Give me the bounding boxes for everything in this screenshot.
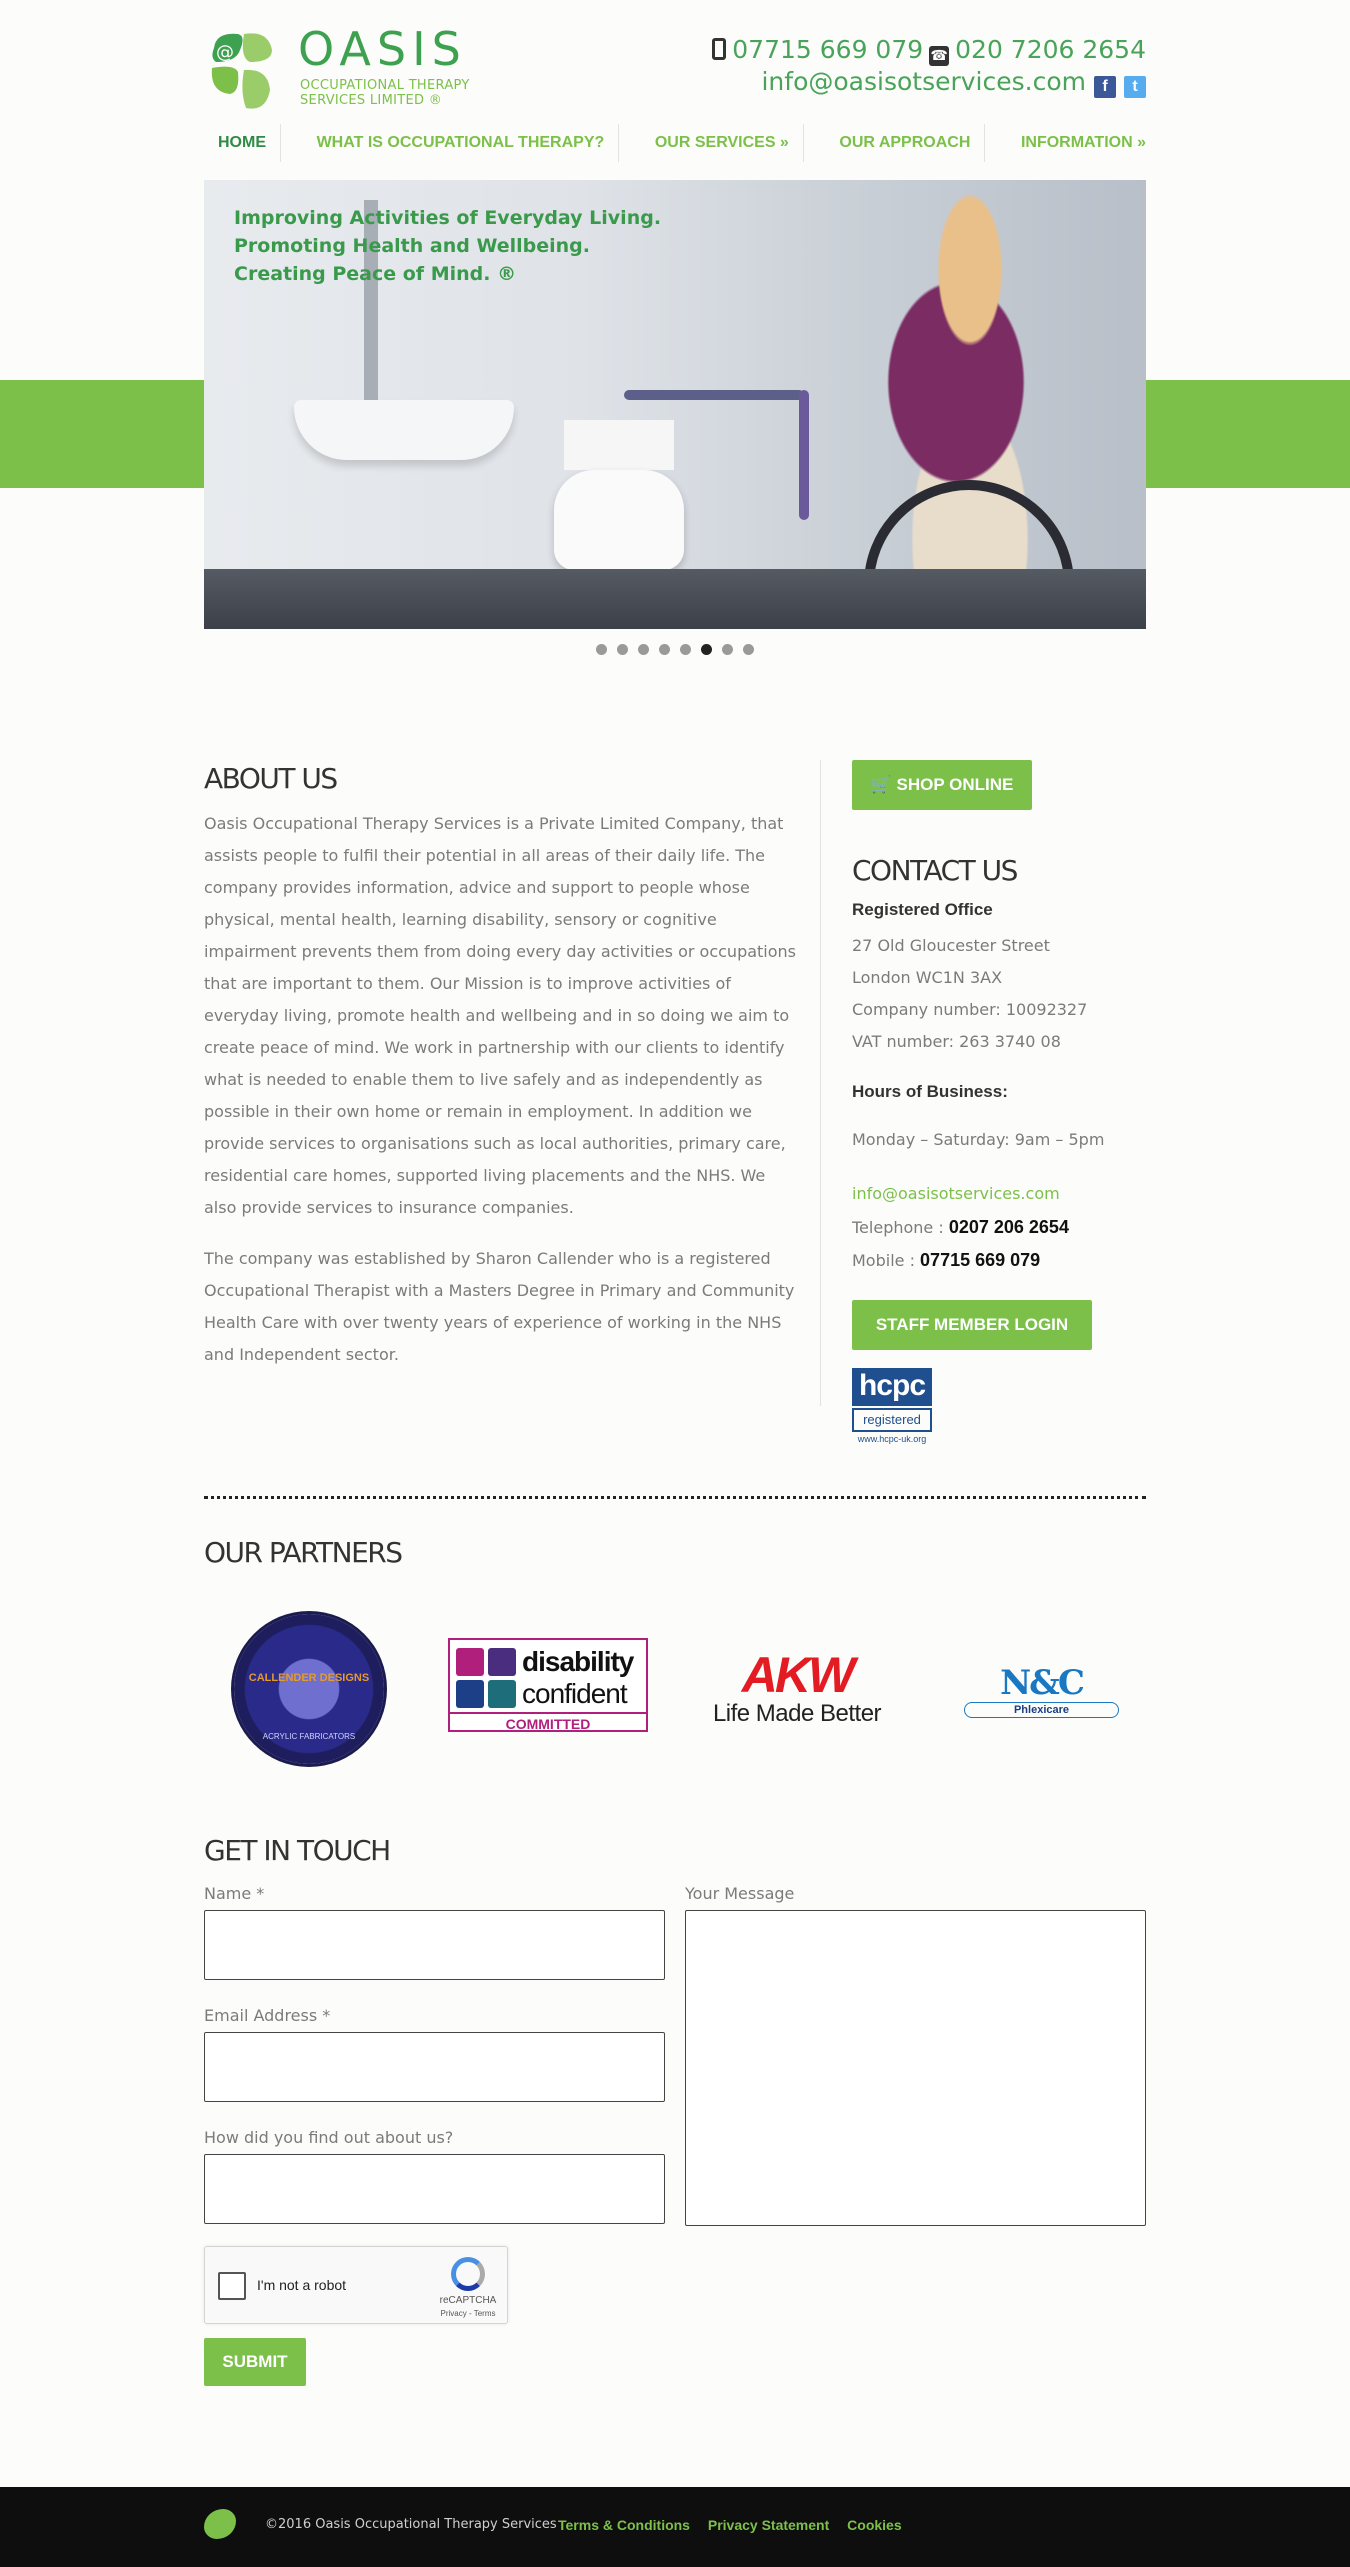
message-textarea[interactable]	[685, 1910, 1146, 2226]
partner-3-tagline: Life Made Better	[712, 1700, 882, 1727]
recaptcha-terms[interactable]: Privacy - Terms	[440, 2309, 496, 2318]
partner-2-word3: COMMITTED	[450, 1712, 646, 1734]
mobile-line	[852, 1250, 1040, 1271]
partner-1-sub: ACRYLIC FABRICATORS	[262, 1732, 356, 1741]
partner-4-name: Phlexicare	[964, 1702, 1119, 1718]
about-title: ABOUT US	[204, 762, 337, 795]
recaptcha-brand: reCAPTCHA	[439, 2295, 497, 2306]
staff-login-button[interactable]: STAFF MEMBER LOGIN	[852, 1300, 1092, 1350]
hero-sink	[294, 400, 514, 460]
check-icon	[488, 1648, 516, 1676]
slider-dot[interactable]	[617, 644, 628, 655]
people-icon	[456, 1648, 484, 1676]
recaptcha-checkbox[interactable]	[218, 2272, 246, 2300]
header-mobile[interactable]: 07715 669 079	[732, 35, 924, 64]
site-logo[interactable]	[204, 24, 504, 116]
partners-title: OUR PARTNERS	[204, 1536, 402, 1569]
hero-grab-rail	[624, 390, 804, 400]
recaptcha-label: I'm not a robot	[257, 2277, 347, 2293]
email-input[interactable]	[204, 2032, 665, 2102]
hero-slider[interactable]	[204, 180, 1146, 629]
about-paragraph-2: The company was established by Sharon Callender who is a registered Occupational Therapist with a Masters Degree in Primary and Community Health Care with over twenty years of experience of working in the NHS and Independent sector.	[204, 1249, 795, 1364]
hero-floor	[204, 569, 1146, 629]
partner-callender-designs[interactable]	[234, 1614, 384, 1764]
partner-2-word2: confident	[522, 1678, 627, 1709]
email-label: Email Address *	[204, 2006, 331, 2025]
lock-icon	[456, 1680, 484, 1708]
cart-icon: 🛒	[870, 775, 897, 794]
telephone-line	[852, 1217, 1069, 1238]
hero-toilet	[554, 470, 684, 570]
mobile-label: Mobile :	[852, 1251, 921, 1270]
office-line: London WC1N 3AX	[852, 968, 1003, 987]
facebook-icon[interactable]: f	[1094, 76, 1116, 98]
slider-dot[interactable]	[659, 644, 670, 655]
partner-disability-confident[interactable]	[448, 1638, 648, 1732]
slider-dot[interactable]	[596, 644, 607, 655]
submit-button[interactable]: SUBMIT	[204, 2338, 306, 2386]
header-landline[interactable]: 020 7206 2654	[955, 35, 1146, 64]
shop-online-button[interactable]	[852, 760, 1032, 810]
hcpc-badge[interactable]	[852, 1368, 932, 1448]
slider-dot[interactable]	[638, 644, 649, 655]
mobile-phone-icon	[712, 38, 726, 60]
brand-name: OASIS	[298, 22, 467, 76]
slider-dot[interactable]	[680, 644, 691, 655]
find-us-input[interactable]	[204, 2154, 665, 2224]
partner-3-logo: AKW	[741, 1647, 853, 1703]
main-nav	[204, 124, 1146, 162]
shop-online-label: SHOP ONLINE	[896, 775, 1014, 794]
nav-our-approach[interactable]: OUR APPROACH	[839, 124, 985, 162]
partner-nc-phlexicare[interactable]	[964, 1663, 1119, 1720]
hours-heading: Hours of Business:	[852, 1082, 1008, 1101]
hcpc-logo-text: hcpc	[852, 1368, 932, 1406]
contact-email-link[interactable]: info@oasisotservices.com	[852, 1184, 1060, 1203]
hcpc-url: www.hcpc-uk.org	[857, 1434, 927, 1444]
twitter-icon[interactable]: t	[1124, 76, 1146, 98]
partner-4-logo: N&C	[1000, 1663, 1083, 1703]
office-heading: Registered Office	[852, 900, 993, 919]
about-paragraph-1: Oasis Occupational Therapy Services is a Private Limited Company, that assists people to fulfil their potential in all areas of their daily life. The company provides information, advice and support to people whose physical, mental health, learning disability, sensory or cognitive impairment prevents them from doing every day activities or occupations that are important to them. Our Mission is to improve activities of everyday living, promote health and wellbeing and in so doing we aim to create peace of mind. We work in partnership with our clients to identify what is needed to enable them to live safely and as independently as possible in their own home or remain in employment. In addition we provide services to organisations such as local authorities, primary care, residential care homes, supported living placements and the NHS. We also provide services to insurance companies.	[204, 814, 797, 1217]
partner-2-word1: disability	[522, 1646, 634, 1677]
telephone-label: Telephone :	[852, 1218, 949, 1237]
footer-links	[558, 2517, 916, 2533]
name-input[interactable]	[204, 1910, 665, 1980]
hero-tagline-2: Promoting Health and Wellbeing.	[234, 235, 590, 257]
footer-copyright: ©2016 Oasis Occupational Therapy Services	[265, 2517, 557, 2532]
slider-dot[interactable]	[722, 644, 733, 655]
column-divider	[820, 760, 821, 1406]
oasis-leaf-icon	[206, 28, 276, 112]
nav-information[interactable]: INFORMATION »	[1020, 134, 1146, 151]
telephone-number[interactable]: 0207 206 2654	[948, 1217, 1069, 1237]
footer-leaf-icon	[204, 2509, 236, 2539]
footer	[0, 2487, 1350, 2567]
footer-link-terms[interactable]: Terms & Conditions	[558, 2517, 690, 2533]
recaptcha-icon	[451, 2257, 485, 2291]
partners-row	[204, 1610, 1146, 1770]
slider-dot[interactable]	[701, 644, 712, 655]
hero-cistern	[564, 420, 674, 470]
office-line: 27 Old Gloucester Street	[852, 936, 1050, 955]
partner-akw[interactable]	[702, 1647, 892, 1730]
footer-link-cookies[interactable]: Cookies	[847, 2517, 902, 2533]
find-us-label: How did you find out about us?	[204, 2128, 454, 2147]
header-contact	[712, 34, 1146, 98]
partner-1-name: CALLENDER DESIGNS	[248, 1672, 370, 1684]
contact-title: CONTACT US	[852, 854, 1017, 887]
slider-dot[interactable]	[743, 644, 754, 655]
brand-subtitle	[300, 78, 470, 108]
hcpc-registered: registered	[852, 1408, 932, 1432]
office-address	[852, 930, 1087, 1058]
nav-home[interactable]: HOME	[204, 124, 281, 162]
nav-our-services[interactable]: OUR SERVICES »	[655, 124, 804, 162]
about-body	[204, 808, 802, 1390]
nav-what-is-ot[interactable]: WHAT IS OCCUPATIONAL THERAPY?	[317, 124, 620, 162]
hours-text: Monday – Saturday: 9am – 5pm	[852, 1130, 1105, 1149]
brand-subtitle-line2: SERVICES LIMITED ®	[300, 93, 443, 108]
slider-dots	[204, 644, 1146, 658]
office-line: VAT number: 263 3740 08	[852, 1032, 1061, 1051]
touch-title: GET IN TOUCH	[204, 1834, 390, 1867]
brand-subtitle-line1: OCCUPATIONAL THERAPY	[300, 78, 470, 93]
footer-link-privacy[interactable]: Privacy Statement	[707, 2517, 830, 2533]
svg-text:@: @	[216, 42, 234, 63]
name-label: Name *	[204, 1884, 265, 1903]
hero-tagline-1: Improving Activities of Everyday Living.	[234, 207, 662, 229]
section-divider	[204, 1496, 1146, 1499]
telephone-icon: ☎	[930, 48, 948, 64]
hero-tagline	[234, 204, 661, 288]
recaptcha-widget	[204, 2246, 508, 2324]
header-email[interactable]: info@oasisotservices.com	[761, 67, 1086, 96]
hero-grab-rail-vertical	[799, 390, 809, 520]
people-2-icon	[488, 1680, 516, 1708]
office-line: Company number: 10092327	[852, 1000, 1088, 1019]
message-label: Your Message	[685, 1884, 795, 1903]
hero-tagline-3: Creating Peace of Mind. ®	[234, 263, 517, 285]
mobile-number[interactable]: 07715 669 079	[920, 1250, 1041, 1270]
